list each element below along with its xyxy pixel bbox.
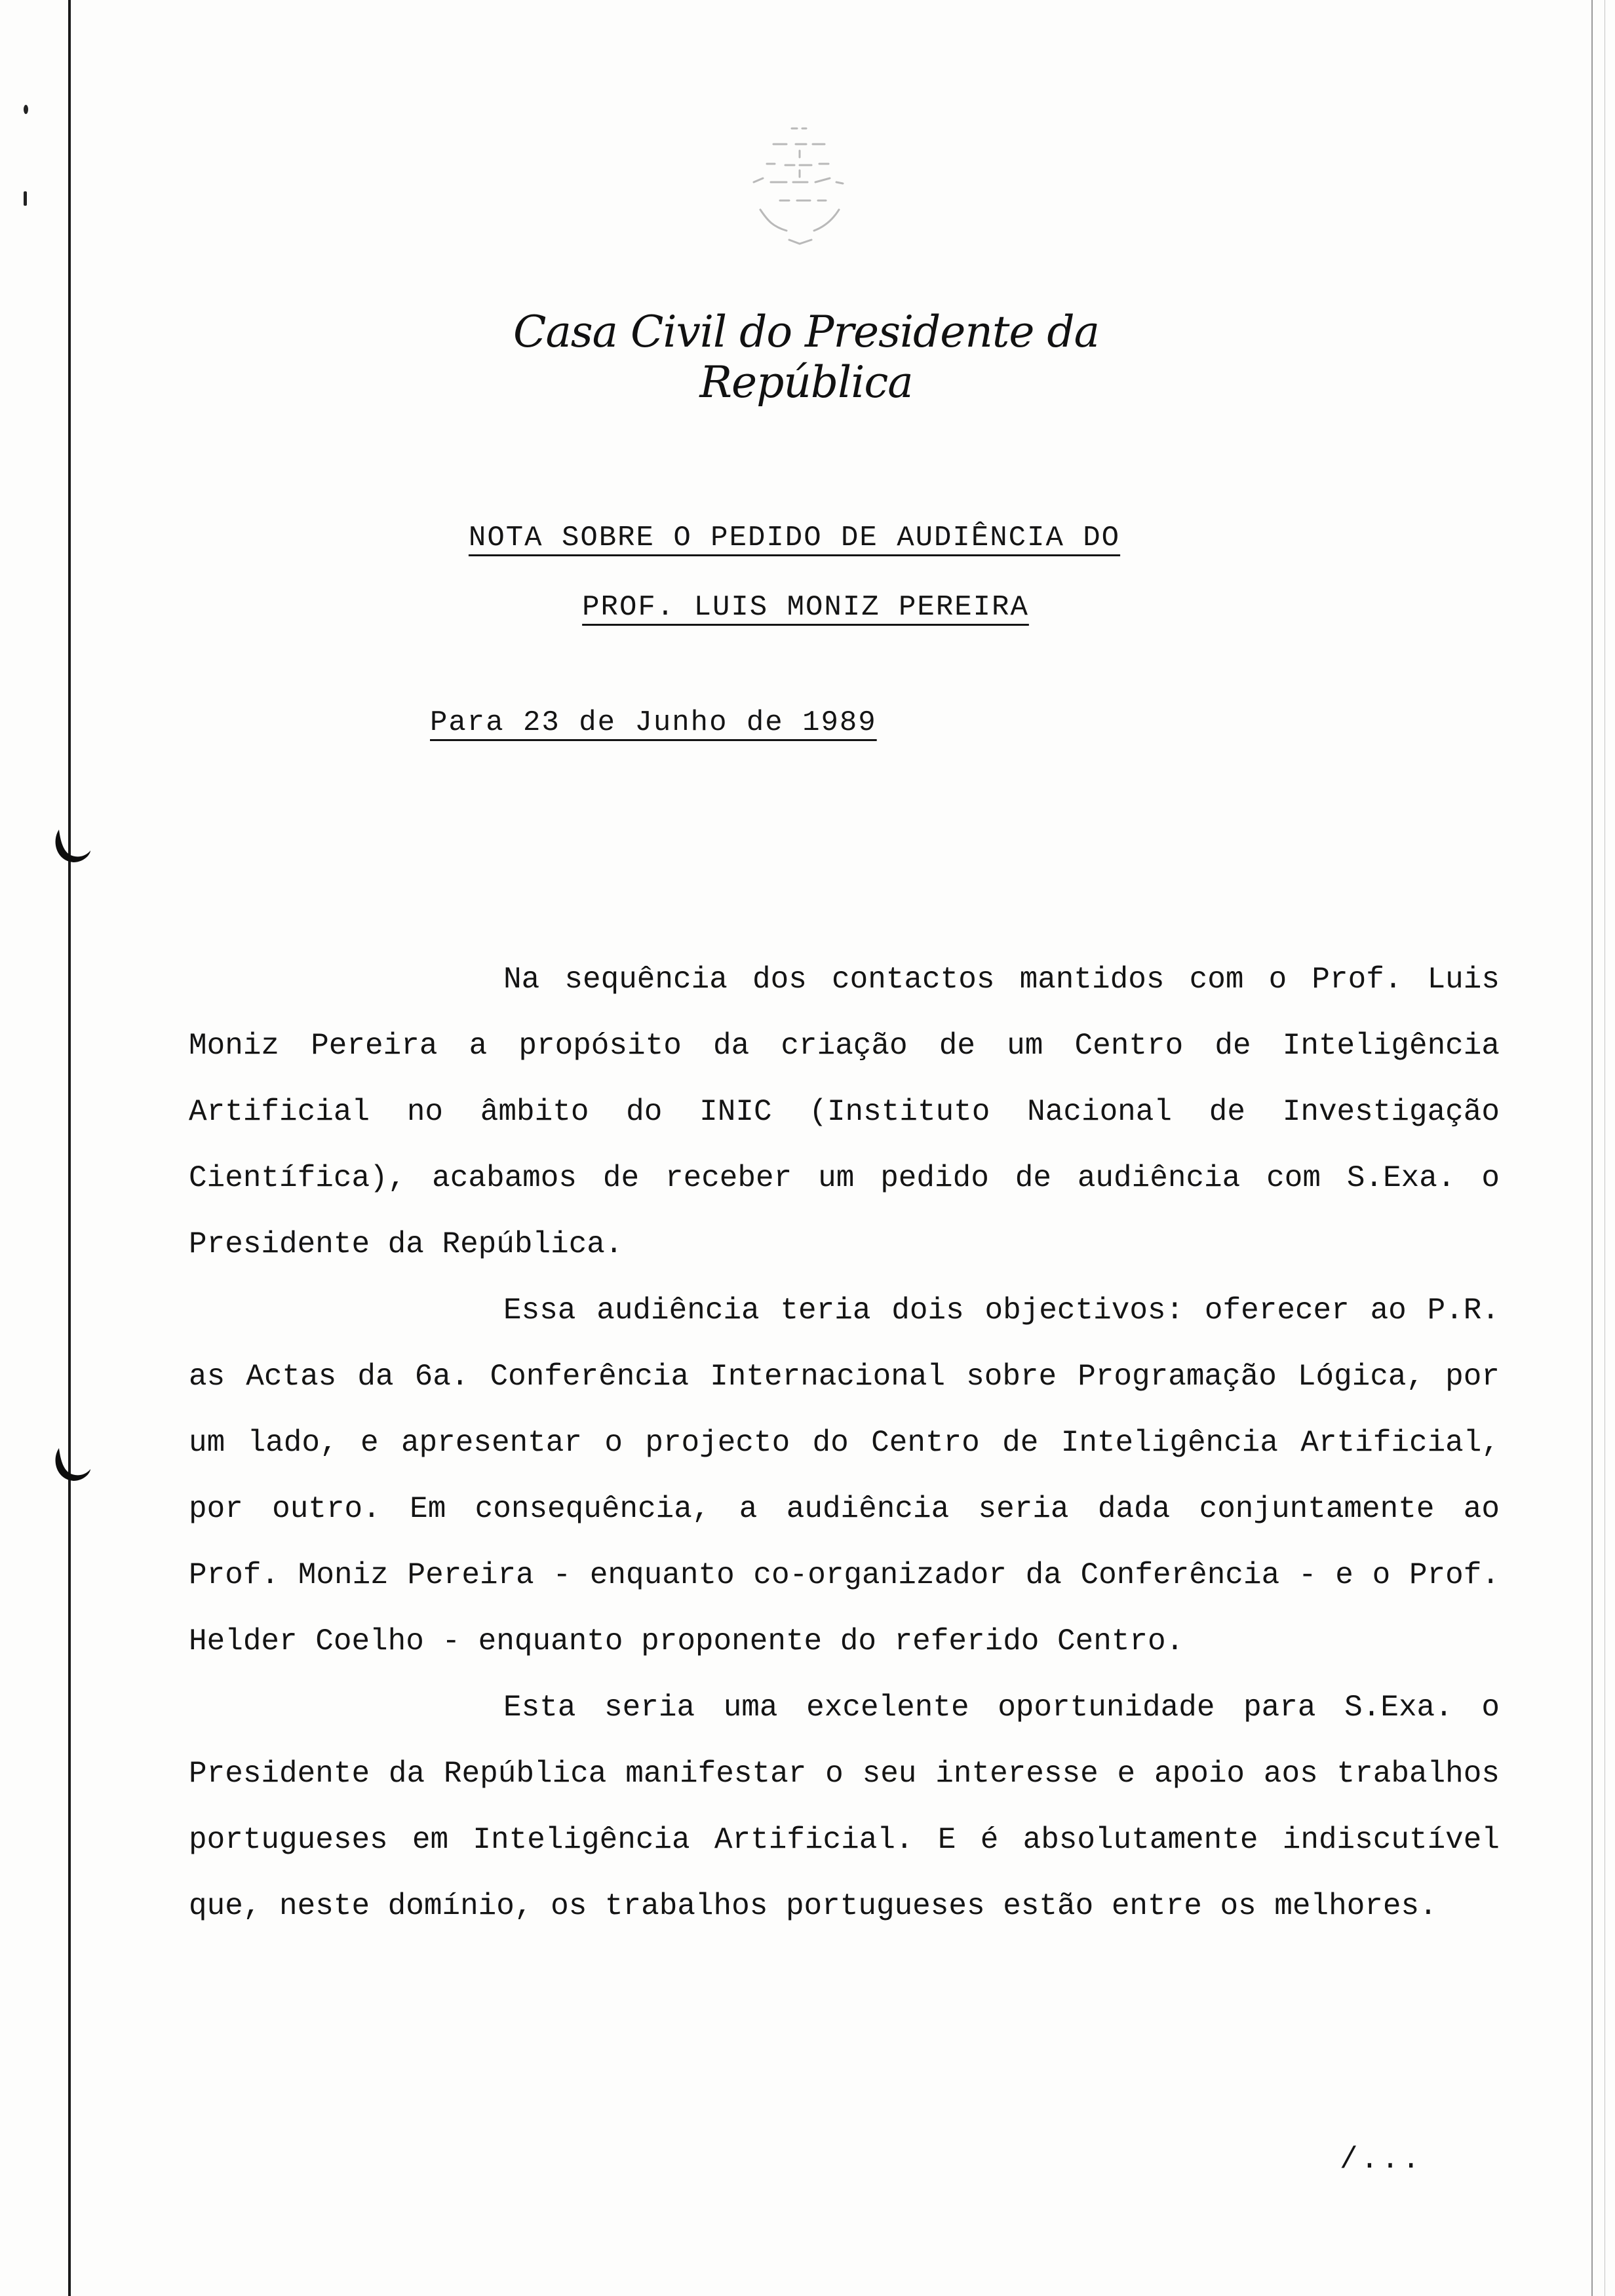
scan-speck [24, 191, 27, 206]
scan-right-edge [1591, 0, 1593, 2296]
letterhead-institution: Casa Civil do Presidente da República [513, 307, 1100, 408]
binder-hole-mark [50, 824, 92, 866]
document-body [189, 947, 1500, 1940]
document-title-line-1: NOTA SOBRE O PEDIDO DE AUDIÊNCIA DO [468, 522, 1121, 554]
body-paragraph-1: Na sequência dos contactos mantidos com o Prof. Luis Moniz Pereira a propósito da criação de um Centro de Inteligência Artificial no âmbito do INIC (Instituto Nacional de Investigação Científica), acabamos de receber um pedido de audiência com S.Exa. o Presidente da República. [189, 963, 1500, 1261]
binder-hole-mark [50, 1443, 92, 1485]
continuation-mark: /... [1340, 2143, 1423, 2177]
document-date: Para 23 de Junho de 1989 [430, 706, 877, 739]
body-paragraph-3: Esta seria uma excelente oportunidade para S.Exa. o Presidente da República manifestar o seu interesse e apoio aos trabalhos portugueses em Inteligência Artificial. E é absolutamente indiscutível que, neste domínio, os trabalhos portugueses estão entre os melhores. [189, 1691, 1500, 1923]
scan-margin-line [68, 0, 71, 2296]
body-paragraph-2: Essa audiência teria dois objectivos: oferecer ao P.R. as Actas da 6a. Conferência Internacional sobre Programação Lógica, por um lado, e apresentar o projecto do Centro de Inteligência Artificial, por outro. Em consequência, a audiência seria dada conjuntamente ao Prof. Moniz Pereira - enquanto co-organizador da Conferência - e o Prof. Helder Coelho - enquanto proponente do referido Centro. [189, 1293, 1500, 1658]
scan-speck [24, 105, 28, 114]
document-title-line-2: PROF. LUIS MONIZ PEREIRA [582, 591, 1029, 624]
coat-of-arms-seal-icon [734, 105, 865, 262]
